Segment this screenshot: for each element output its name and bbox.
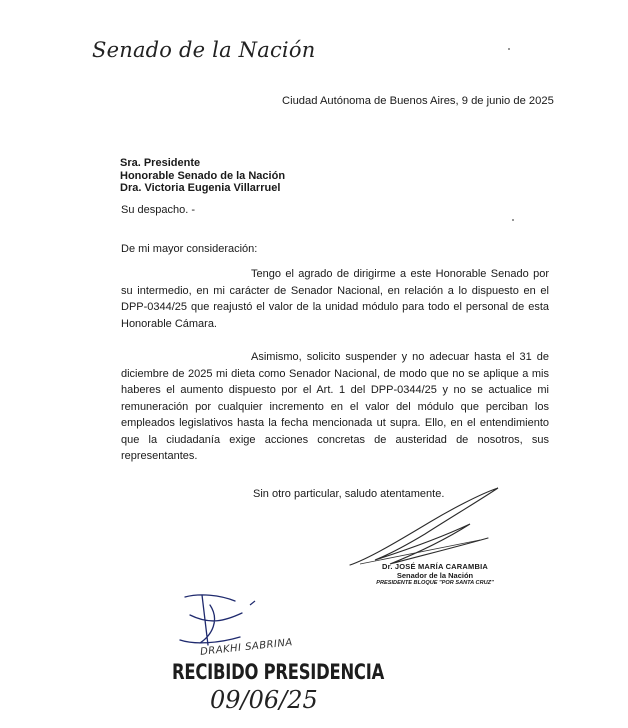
- body-paragraph-2: Asimismo, solicito suspender y no adecuar hasta el 31 de diciembre de 2025 mi dieta como Senador Nacional, de modo que no se aplique a mis haberes el aumento dispuesto por el Art. 1 del DPP-0344/25 y no se actualice mi remuneración por cualquier incremento en el valor del módulo que perciban los empleados legislativos hasta la fecha mencionada ut supra. Ello, en el entendimiento que la ciudadanía exige acciones concretas de austeridad de nosotros, sus representantes.: [121, 351, 549, 462]
- despacho-line: Su despacho. -: [121, 204, 195, 216]
- stamp-label: RECIBIDO PRESIDENCIA: [172, 660, 385, 684]
- body-paragraph-1: Tengo el agrado de dirigirme a este Honorable Senado por su intermedio, en mi carácter de Senador Nacional, en relación a lo dispuesto en el DPP-0344/25 que reajustó el valor de la unidad módulo para todo el personal de esta Honorable Cámara.: [121, 268, 549, 330]
- page-mark: [512, 219, 514, 221]
- letterhead-title: Senado de la Nación: [92, 38, 316, 62]
- recipient-line: Sra. Presidente: [120, 157, 201, 169]
- date-line: Ciudad Autónoma de Buenos Aires, 9 de junio de 2025: [282, 95, 554, 107]
- signature-block: [360, 562, 510, 586]
- signer-title: Senador de la Nación: [396, 571, 474, 580]
- stamp-handwritten-name: DRAKHI SABRINA: [199, 637, 294, 658]
- signer-bloc: PRESIDENTE BLOQUE "POR SANTA CRUZ": [376, 580, 494, 586]
- stamp-date: 09/06/25: [210, 686, 318, 714]
- recipient-line: Dra. Victoria Eugenia Villarruel: [120, 182, 281, 194]
- salutation: De mi mayor consideración:: [121, 243, 258, 255]
- signer-name: Dr. JOSÉ MARÍA CARAMBIA: [382, 562, 488, 571]
- recipient-block: [120, 157, 285, 195]
- closing-line: Sin otro particular, saludo atentamente.: [253, 488, 445, 500]
- recipient-line: Honorable Senado de la Nación: [120, 169, 286, 182]
- page-mark: [508, 48, 510, 50]
